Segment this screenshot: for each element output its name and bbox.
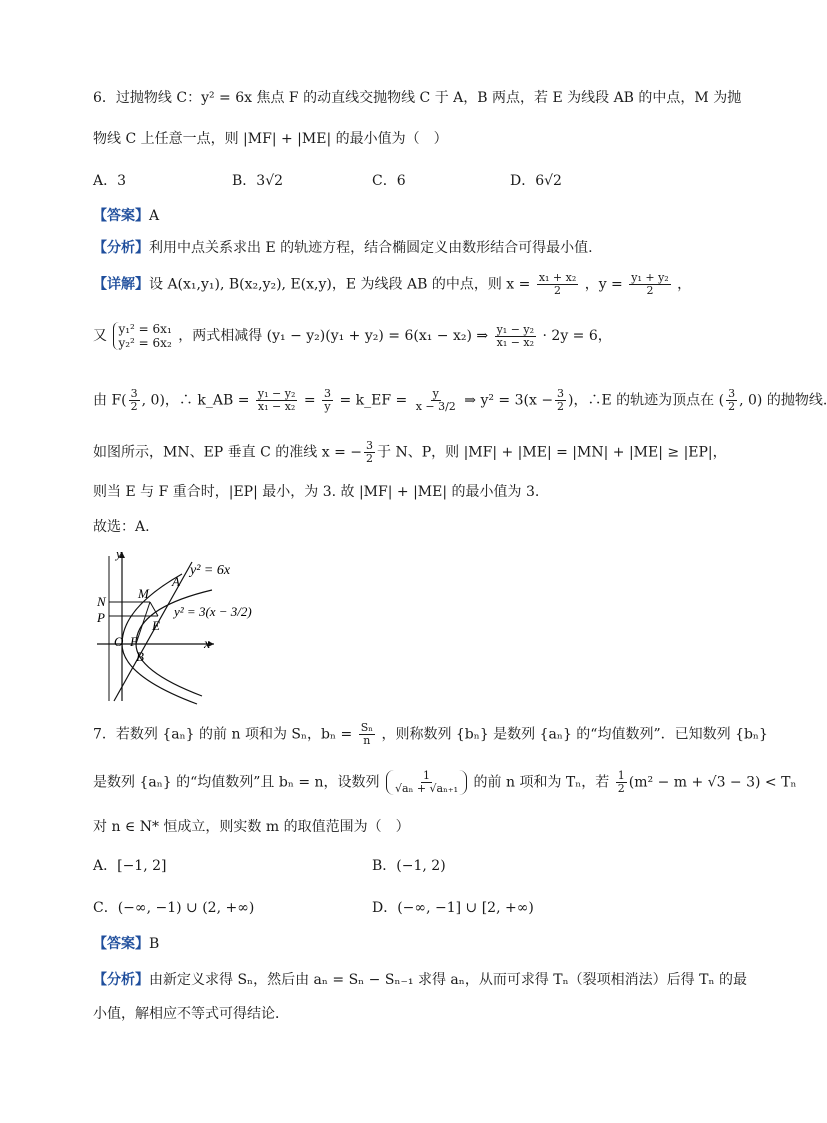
q6-detail-line1 [93,272,691,297]
stem-text: 的前 n 项和为 Tₙ，若 [473,774,610,791]
detail-text: ，两式相减得 (y₁ − y₂)(y₁ + y₂) = 6(x₁ − x₂) ⇒ [178,328,489,344]
fraction-3-y: $\frac{3}{y}$ [324,387,331,413]
detail-text: 设 A(x₁,y₁), B(x₂,y₂), E(x,y)，E 为线段 AB 的中点，则 x = [149,276,531,293]
label-a: A [172,574,180,589]
detail-text: · 2y = 6， [542,328,612,344]
label-o: O [114,634,124,649]
fraction-sqrt-sum: $\frac{1}{\text{√aₙ + √aₙ₊₁}}$ [395,769,459,795]
fraction-x-mid: $\frac{\text{x₁ + x₂}}{2}$ [538,271,577,297]
fraction-3-2: $\frac{3}{2}$ [366,439,373,465]
stem-text: 是数列 {aₙ} 的“均值数列”且 bₙ = n，设数列 [93,774,380,791]
segment-mf [136,602,150,644]
answer-value: B [149,936,160,952]
q7-stem-line2 [93,770,797,795]
q7-stem-line1 [93,722,768,747]
detail-text: 于 N、P，则 |MF| + |ME| = |MN| + |ME| ≥ |EP|， [377,444,727,461]
detail-text: ， [677,276,692,293]
q7-stem-line3: 对 n ∈ N* 恒成立，则实数 m 的取值范围为（ ） [93,819,410,835]
q6-option-d: D．6√2 [510,173,562,189]
fraction-3-2: $\frac{3}{2}$ [130,387,138,413]
answer-tag: 【答案】 [93,936,149,952]
q7-answer [93,934,159,954]
q7-option-c: C．(−∞, −1) ∪ (2, +∞) [93,900,255,916]
detail-text: = [303,392,316,409]
fraction-3-2: $\frac{3}{2}$ [557,387,565,413]
q6-detail-line4 [93,440,727,465]
q7-analysis-line1 [93,970,747,990]
stem-text: (m² − m + √3 − 3) < Tₙ [628,774,797,791]
stem-text: ，则称数列 {bₙ} 是数列 {aₙ} 的“均值数列”．已知数列 {bₙ} [381,726,768,743]
label-e: E [152,618,160,633]
parabola-figure [92,546,272,706]
q7-option-d: D．(−∞, −1] ∪ [2, +∞) [372,900,534,916]
label-n: N [97,594,106,609]
analysis-tag: 【分析】 [93,972,149,988]
label-p: P [97,610,105,625]
label-eq1: y² = 6x [190,563,231,578]
q7-analysis-line2: 小值，解相应不等式可得结论． [93,1006,289,1022]
sequence-brace [386,770,467,795]
q6-option-c: C．6 [372,173,406,189]
q6-stem-line1: 6．过抛物线 C：y² = 6x 焦点 F 的动直线交抛物线 C 于 A，B 两点，若 E 为线段 AB 的中点，M 为抛 [93,90,742,106]
analysis-text: 由新定义求得 Sₙ，然后由 aₙ = Sₙ − Sₙ₋₁ 求得 aₙ，从而可求得 Tₙ（裂项相消法）后得 Tₙ 的最 [149,972,747,988]
q7-option-a: A．[−1, 2] [93,858,167,874]
q6-option-b: B．3√2 [232,173,284,189]
answer-tag: 【答案】 [93,208,149,224]
fraction-slope: $\frac{\text{y₁ − y₂}}{\text{x₁ − x₂}}$ [496,322,535,349]
answer-value: A [149,208,160,224]
fraction-sn-n: $\frac{\text{Sₙ}}{n}$ [360,721,373,747]
detail-text: , 0)，∴ k_AB = [141,392,250,409]
detail-text: 如图所示，MN、EP 垂直 C 的准线 x = − [93,444,362,461]
q6-stem-line2: 物线 C 上任意一点，则 |MF| + |ME| 的最小值为（ ） [93,131,448,147]
label-eq2: y² = 3(x − 3/2) [174,604,252,619]
fraction-kab: $\frac{\text{y₁ − y₂}}{\text{x₁ − x₂}}$ [257,387,296,413]
q6-detail-line5: 则当 E 与 F 重合时，|EP| 最小，为 3. 故 |MF| + |ME| 的最小值为 3. [93,484,540,500]
q6-option-a: A．3 [93,173,127,189]
label-m: M [138,586,149,601]
q6-detail-line2 [93,322,612,350]
detail-text: 由 F( [93,392,127,409]
detail-text: ，y = [584,276,623,293]
analysis-tag: 【分析】 [93,240,149,256]
equation-system: y₁² = 6x₁ y₂² = 6x₂ [113,322,171,350]
detail-text: = k_EF = [339,392,408,409]
detail-tag: 【详解】 [93,276,149,293]
fraction-half: $\frac{1}{2}$ [617,769,625,795]
analysis-text: 利用中点关系求出 E 的轨迹方程，结合椭圆定义由数形结合可得最小值. [149,240,593,256]
q6-detail-line6: 故选：A. [93,519,150,535]
q6-analysis [93,238,593,258]
detail-text: 又 [93,328,107,344]
q6-detail-line3 [93,388,827,413]
q7-option-b: B．(−1, 2) [372,858,446,874]
fraction-3-2: $\frac{3}{2}$ [728,387,736,413]
detail-text: ⇒ y² = 3(x − [464,392,554,409]
fraction-y-mid: $\frac{\text{y₁ + y₂}}{2}$ [631,271,669,297]
label-x: x [204,637,211,652]
label-f: F [130,634,138,649]
fraction-kef: $\frac{y}{x - 3/2}$ [415,387,456,413]
detail-text: , 0) 的抛物线. [739,392,827,409]
detail-text: )，∴E 的轨迹为顶点在 ( [568,392,725,409]
stem-text: 7．若数列 {aₙ} 的前 n 项和为 Sₙ，bₙ = [93,726,353,743]
q6-answer [93,206,159,226]
label-b: B [136,649,144,664]
label-y: y [116,546,122,561]
